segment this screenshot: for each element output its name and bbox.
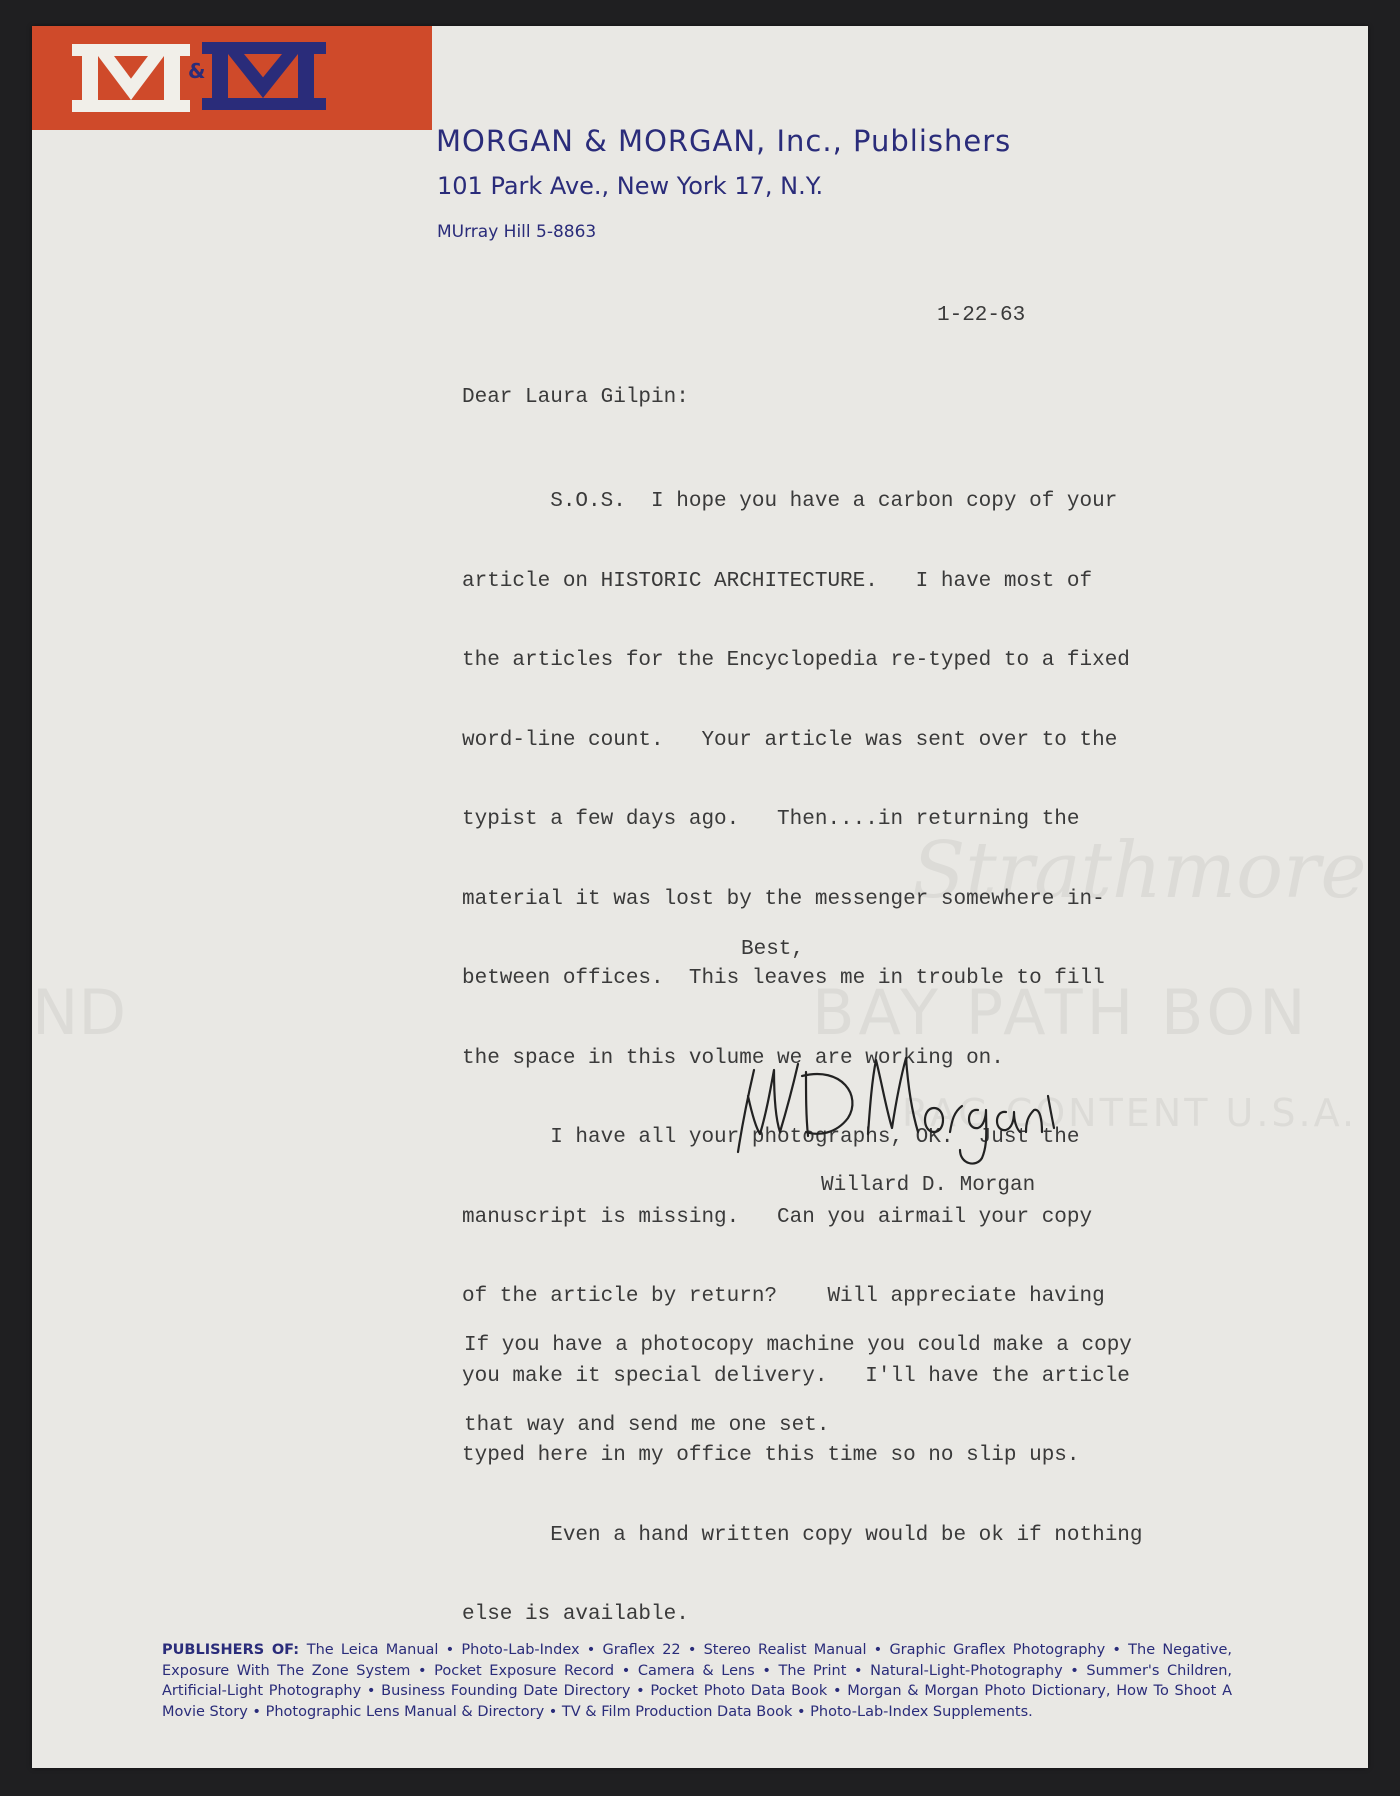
body-line: between offices. This leaves me in trouble to fill [462, 967, 1105, 990]
body-line: manuscript is missing. Can you airmail your copy [462, 1205, 1093, 1229]
body-line: typed here in my office this time so no slip ups. [462, 1444, 1080, 1467]
body-line: word-line count. Your article was sent over to the [462, 728, 1118, 752]
company-logo [32, 26, 432, 130]
footer-titles: The Leica Manual • Photo-Lab-Index • Graflex 22 • Stereo Realist Manual • Graphic Graflex Photography • The Negative, Exposure With The Zone System • Pocket Exposure Record • Camera & Lens • The Print • Natural-Light-Photography • Summer's Children, Artificial-Light Photography • Business Founding Date Directory • Pocket Photo Data Book • Morgan & Morgan Photo Dictionary, How To Shoot A Movie Story • Photographic Lens Manual & Directory • TV & Film Production Data Book • Photo-Lab-Index Supplements. [162, 1642, 1233, 1720]
letter-page [32, 26, 1368, 1768]
letter-date: 1-22-63 [937, 304, 1026, 327]
postscript-line: If you have a photocopy machine you could make a copy [464, 1334, 1132, 1357]
company-address: 101 Park Ave., New York 17, N.Y. [437, 172, 824, 200]
body-line: of the article by return? Will appreciate having [462, 1285, 1105, 1308]
publications-footer [162, 1640, 1232, 1722]
body-line: I have all your photographs, OK. Just the [462, 1126, 1080, 1149]
body-line: the articles for the Encyclopedia re-typed to a fixed [462, 649, 1130, 672]
body-line: material it was lost by the messenger somewhere in- [462, 887, 1105, 911]
watermark-bond: BAY PATH BON [812, 976, 1310, 1049]
body-line: Even a hand written copy would be ok if nothing [462, 1523, 1143, 1547]
signature-icon [722, 1036, 1092, 1166]
postscript-line: that way and send me one set. [464, 1413, 830, 1437]
m-and-m-logo-icon [32, 26, 432, 130]
body-line: typist a few days ago. Then....in returning the [462, 808, 1080, 831]
company-phone: MUrray Hill 5-8863 [437, 222, 597, 242]
body-line: the space in this volume we are working on. [462, 1046, 1004, 1070]
signer-name: Willard D. Morgan [821, 1174, 1036, 1197]
postscript [464, 1280, 1132, 1492]
body-line: you make it special delivery. I'll have the article [462, 1364, 1130, 1388]
salutation: Dear Laura Gilpin: [462, 386, 689, 409]
company-name: MORGAN & MORGAN, Inc., Publishers [436, 124, 1012, 158]
body-line: S.O.S. I hope you have a carbon copy of your [462, 490, 1118, 513]
body-line: else is available. [462, 1603, 689, 1626]
svg-text:&: & [188, 59, 206, 83]
watermark-left-fragment: ND [32, 976, 127, 1049]
body-line: article on HISTORIC ARCHITECTURE. I have most of [462, 569, 1093, 593]
watermark-content: RAG CONTENT U.S.A. [902, 1091, 1358, 1135]
closing: Best, [741, 938, 805, 961]
watermark-script: Strathmore [912, 826, 1367, 916]
signature [722, 1036, 1092, 1171]
footer-label: PUBLISHERS OF: [162, 1642, 307, 1658]
